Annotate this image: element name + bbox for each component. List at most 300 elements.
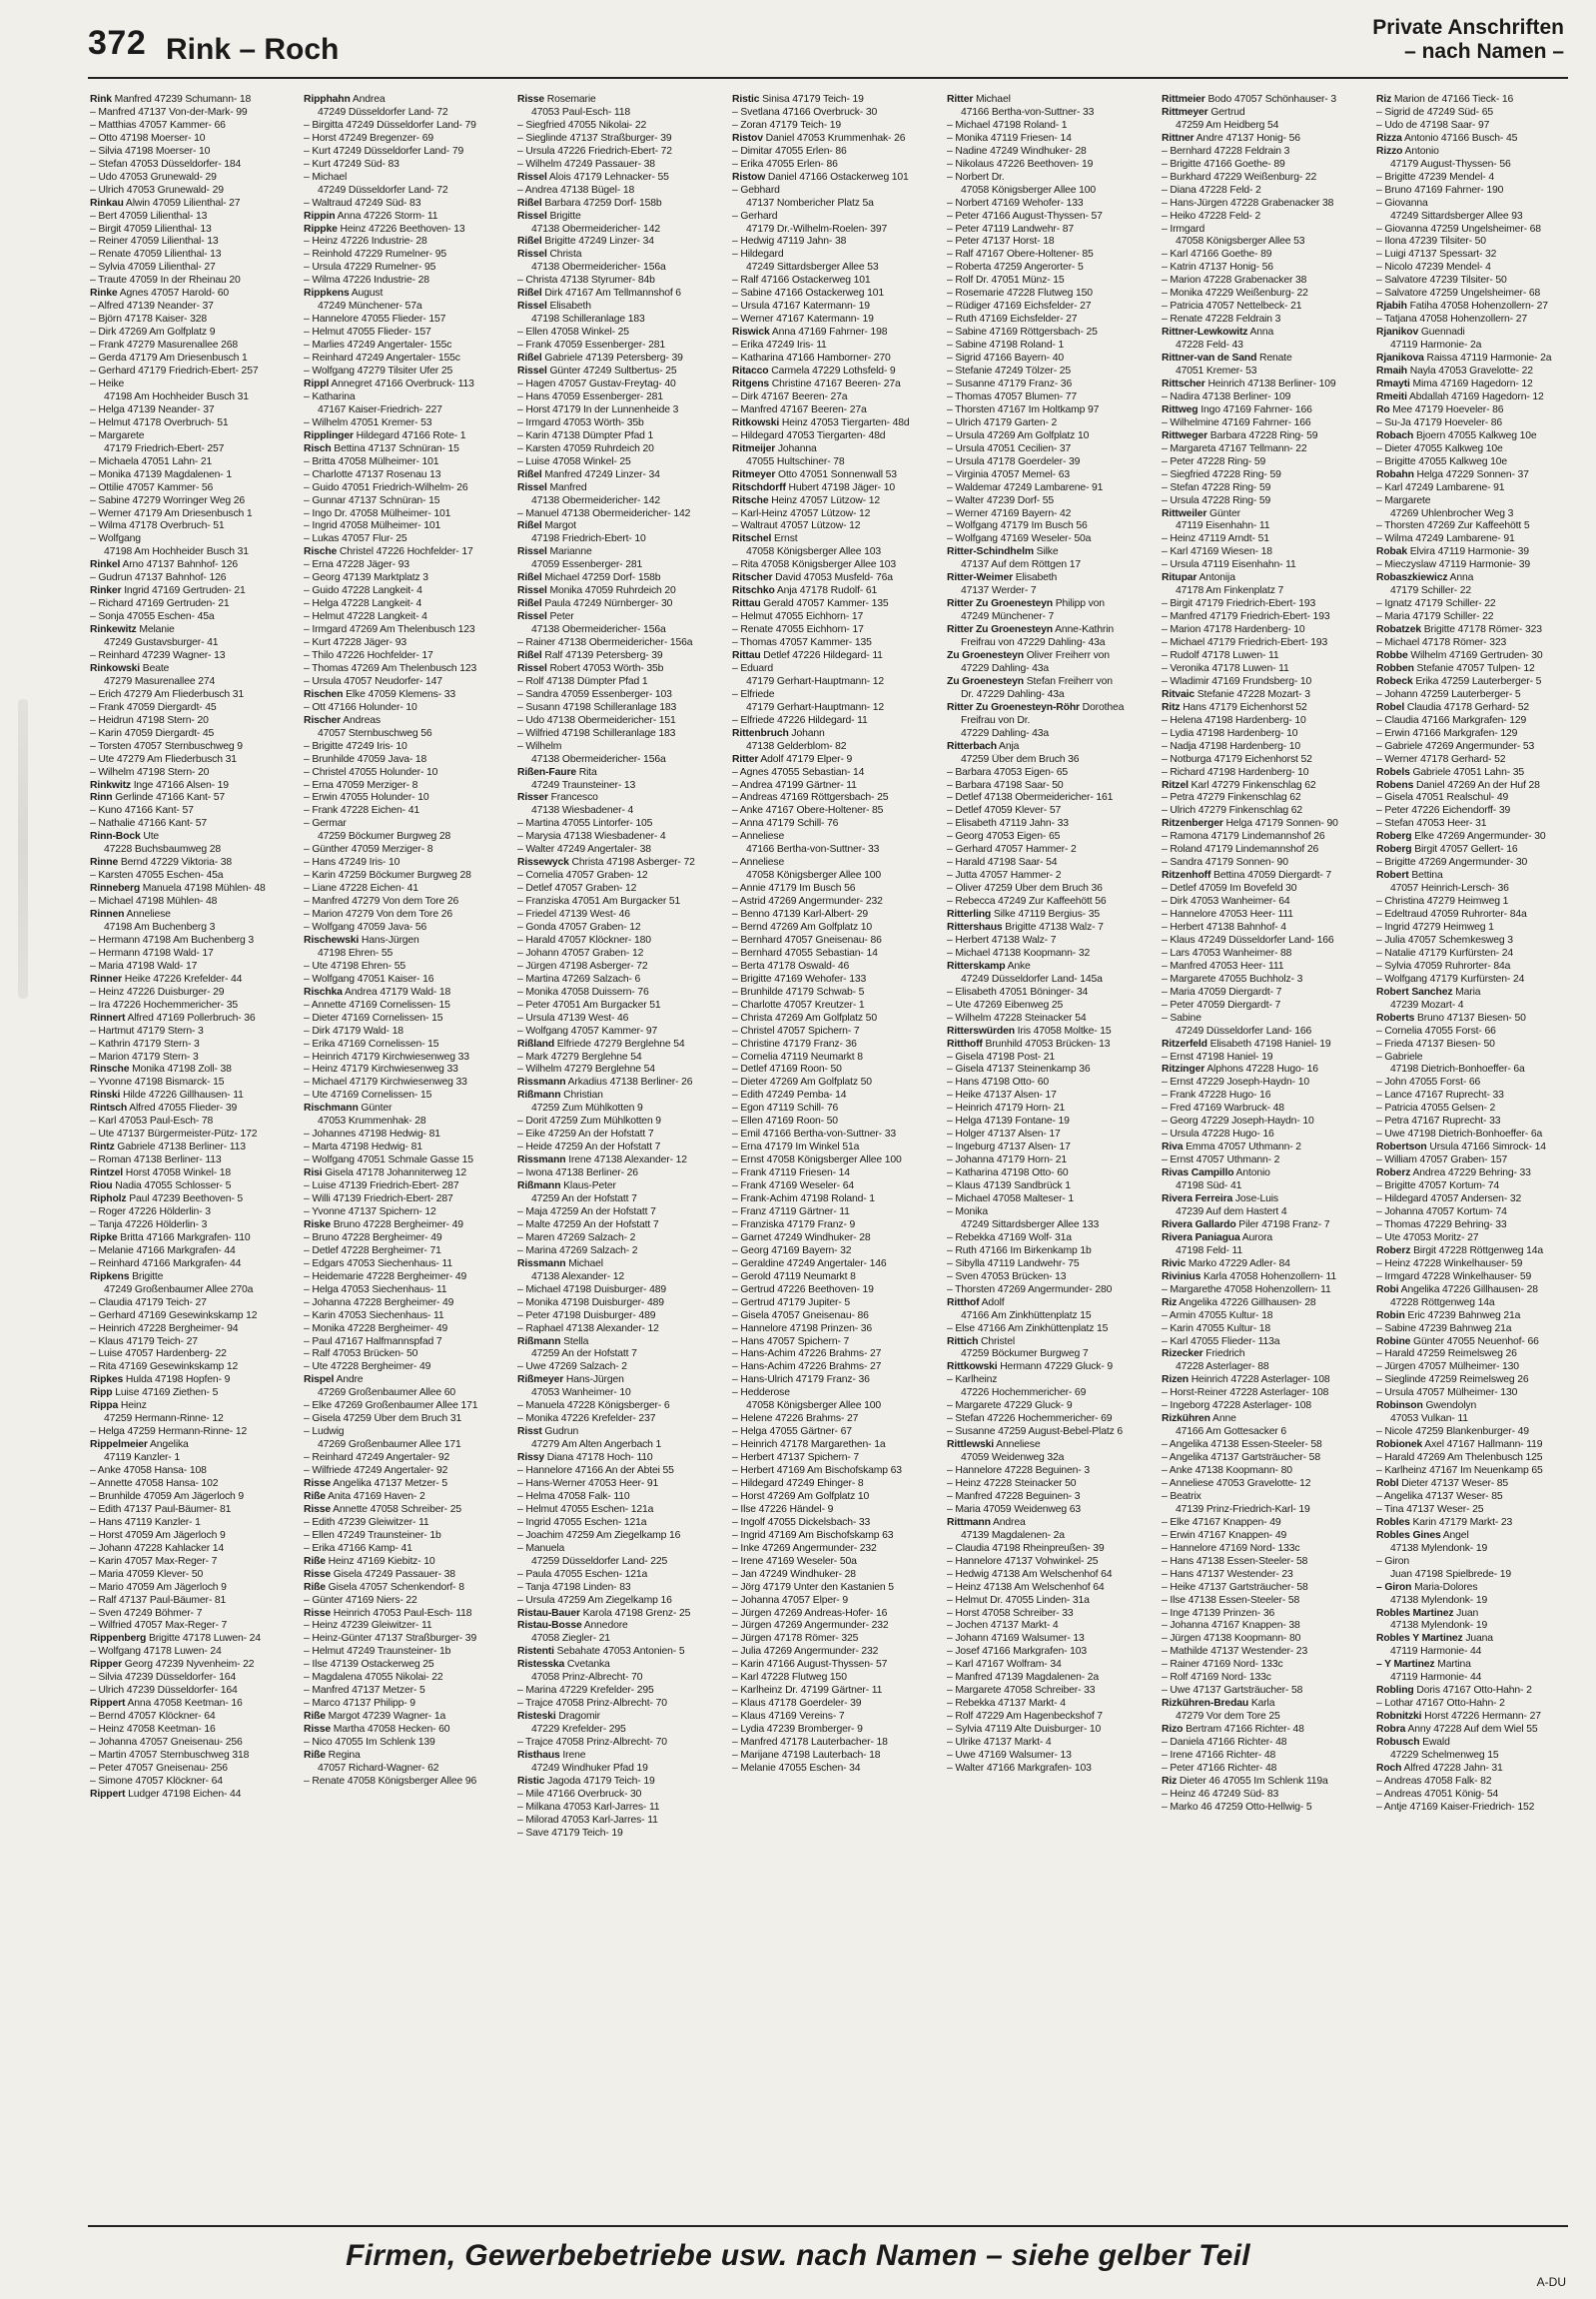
listing-entry (304, 1245, 501, 1258)
listing-entry (947, 469, 1145, 482)
entry-details: – Katharina 47166 Hamborner- 270 (732, 353, 891, 365)
listing-entry (1162, 456, 1359, 469)
surname: Rizecker (1162, 1348, 1203, 1360)
entry-details: – Josef 47166 Markgrafen- 103 (947, 1646, 1088, 1658)
entry-details: – Jutta 47057 Hammer- 2 (947, 870, 1062, 882)
listing-entry (304, 1478, 501, 1491)
listing-entry (304, 883, 501, 896)
listing-entry (1376, 1323, 1568, 1336)
entry-details: – Reinhard 47239 Wagner- 13 (90, 649, 226, 661)
listing-entry (947, 1400, 1145, 1413)
listing-entry (1162, 1737, 1359, 1750)
listing-entry (304, 715, 501, 728)
entry-details: – Nadja 47198 Hardenberg- 10 (1162, 740, 1301, 752)
listing-entry (732, 1750, 930, 1763)
listing-entry (304, 1776, 501, 1789)
entry-details: – Giovanna (1376, 197, 1428, 209)
listing-entry (1376, 1724, 1568, 1737)
surname: Rjabih (1376, 301, 1407, 313)
listing-entry (304, 391, 501, 404)
listing-entry (1162, 1142, 1359, 1154)
listing-entry (732, 456, 930, 469)
listing-entry (1376, 482, 1568, 495)
listing-entry (304, 1659, 501, 1672)
surname: Rivic (1162, 1257, 1187, 1269)
footer-code: A-DU (1536, 2275, 1566, 2289)
surname: Risse (304, 1607, 331, 1619)
listing-entry (732, 314, 930, 327)
entry-details: – Ernst 47058 Königsberger Allee 100 (732, 1154, 902, 1166)
entry-details: – Peter 47166 August-Thyssen- 57 (947, 210, 1103, 222)
listing-entry (1162, 469, 1359, 482)
surname: Rivinius (1162, 1270, 1201, 1282)
entry-details: – Peter 47228 Ring- 59 (1162, 455, 1266, 467)
listing-entry (304, 159, 501, 172)
surname: Ritgens (732, 378, 770, 389)
entry-details: – Gerhard 47057 Hammer- 2 (947, 844, 1077, 856)
surname: Robra (1376, 1724, 1406, 1736)
listing-entry (1162, 1180, 1359, 1193)
listing-entry (1162, 224, 1359, 237)
entry-details: – Manuela (517, 1542, 565, 1554)
listing-entry (517, 482, 715, 495)
listing-entry (517, 1039, 715, 1052)
surname: Ristic (732, 94, 760, 105)
entry-details: – Brigitte 47269 Angermunder- 30 (1376, 857, 1528, 869)
entry-details: – Margarete 47058 Schreiber- 33 (947, 1685, 1096, 1697)
entry-details: – Patricia 47057 Nettelbeck- 21 (1162, 301, 1302, 313)
entry-details: David 47053 Musfeld- 76a (772, 572, 893, 584)
listing-entry (304, 482, 501, 495)
entry-details: – Stefan 47053 Düsseldorfer- 184 (90, 158, 242, 170)
entry-details: – Lukas 47057 Flur- 25 (304, 533, 407, 545)
entry-details: – Dorit 47259 Zum Mühlkotten 9 (517, 1116, 661, 1128)
entry-details: 47229 Krefelder- 295 (531, 1724, 626, 1736)
surname: Robaszkiewicz (1376, 572, 1448, 584)
listing-entry (732, 909, 930, 922)
surname: Rißmann (517, 1090, 561, 1102)
entry-details: – Hermann 47198 Wald- 17 (90, 947, 214, 959)
entry-details: 47249 Düsseldorfer Land- 72 (318, 184, 448, 196)
entry-details: – Tatjana 47058 Hohenzollern- 27 (1376, 314, 1527, 326)
entry-details: – Klaus 47178 Goerdeler- 39 (732, 1698, 862, 1710)
listing-entry (90, 249, 288, 262)
listing-entry (304, 1142, 501, 1154)
entry-details: 47057 Heinrich-Lersch- 36 (1390, 883, 1509, 895)
listing-entry (90, 520, 288, 533)
entry-details: – Elke 47167 Knappen- 49 (1162, 1516, 1281, 1528)
listing-entry (517, 443, 715, 456)
entry-details: – Anneliese (732, 857, 785, 869)
entry-details: – Gudrun 47137 Bahnhof- 126 (90, 572, 227, 584)
entry-details: – Karin 47259 Böckumer Burgweg 28 (304, 870, 471, 882)
listing-entry (517, 404, 715, 417)
listing-entry (1376, 974, 1568, 987)
entry-details: 47058 Ziegler- 21 (531, 1633, 610, 1645)
listing-entry (732, 1193, 930, 1206)
entry-details: – Helmut Dr. 47055 Linden- 31a (947, 1594, 1090, 1606)
listing-entry (1162, 443, 1359, 456)
listing-entry (304, 366, 501, 379)
surname: Ritterling (947, 909, 992, 921)
listing-entry (1376, 404, 1568, 417)
entry-details: Brigitte 47178 Römer- 323 (1421, 624, 1542, 636)
listing-entry (947, 1310, 1145, 1323)
listing-entry (90, 107, 288, 120)
listing-entry (517, 417, 715, 430)
surname: Ristenti (517, 1646, 554, 1658)
listing-entry (1376, 1491, 1568, 1504)
listing-entry (947, 236, 1145, 249)
surname: Rinn (90, 792, 113, 804)
listing-entry (1162, 159, 1359, 172)
entry-details: – Nicole 47259 Blankenburger- 49 (1376, 1426, 1529, 1438)
entry-details: – Hans-Werner 47053 Heer- 91 (517, 1477, 659, 1489)
entry-details: – Willi 47139 Friedrich-Ebert- 287 (304, 1193, 453, 1205)
listing-entry (1162, 1763, 1359, 1776)
listing-entry (1376, 650, 1568, 663)
listing-entry (517, 1426, 715, 1439)
entry-details: – Heiko 47228 Feld- 2 (1162, 210, 1261, 222)
surname: Robbe (1376, 649, 1408, 661)
listing-entry (304, 314, 501, 327)
entry-details: Diana 47178 Hoch- 110 (543, 1452, 653, 1464)
listing-entry (517, 1711, 715, 1724)
listing-entry (90, 1284, 288, 1297)
entry-details: – Kurt 47228 Jäger- 93 (304, 637, 406, 649)
surname: Riße (304, 1490, 326, 1502)
entry-details: – Monika 47139 Magdalenen- 1 (90, 468, 232, 480)
entry-details: – Ursula 47178 Goerdeler- 39 (947, 455, 1081, 467)
entry-details: Horst 47058 Winkel- 18 (123, 1167, 232, 1179)
listing-entry (90, 922, 288, 935)
entry-details: – Gunnar 47137 Schnüran- 15 (304, 494, 440, 506)
listing-entry (90, 1672, 288, 1685)
entry-details: – Werner 47167 Katermann- 19 (732, 314, 874, 326)
listing-entry (1376, 546, 1568, 559)
listing-entry (90, 1491, 288, 1504)
entry-details: – Frank 47059 Diergardt- 45 (90, 701, 217, 713)
listing-entry (732, 1737, 930, 1750)
entry-details: – Edeltraud 47059 Ruhrorter- 84a (1376, 909, 1527, 921)
listing-column-5 (947, 94, 1145, 2211)
entry-details: – Frank 47228 Eichen- 41 (304, 805, 419, 817)
listing-entry (732, 391, 930, 404)
entry-details: – Sylvia 47119 Alte Duisburger- 10 (947, 1724, 1102, 1736)
listing-entry (517, 1336, 715, 1349)
entry-details: 47249 Düsseldorfer Land- 72 (318, 106, 448, 118)
entry-details: – Helga 47055 Gärtner- 67 (732, 1426, 852, 1438)
entry-details: – Maria 47059 Klever- 50 (90, 1568, 204, 1580)
entry-details: – Heinrich 47179 Horn- 21 (947, 1103, 1066, 1115)
entry-details: Heinz 47057 Lützow- 12 (768, 494, 880, 506)
entry-details: – Wolfgang 47179 Im Busch 56 (947, 520, 1088, 532)
listing-entry (947, 844, 1145, 857)
listing-entry (732, 1465, 930, 1478)
surname: Rißen-Faure (517, 766, 576, 778)
surname: Rißel (517, 598, 542, 610)
listing-entry (1376, 1167, 1568, 1180)
entry-details: – Erika 47055 Erlen- 86 (732, 158, 838, 170)
surname: Robionek (1376, 1439, 1423, 1451)
entry-details: – Maria 47059 Diergardt- 7 (1162, 986, 1282, 998)
listing-entry (517, 1517, 715, 1530)
listing-entry (732, 935, 930, 948)
listing-entry (732, 224, 930, 237)
listing-entry (947, 262, 1145, 275)
entry-details: – Jürgen 47269 Angermunder- 232 (732, 1620, 889, 1632)
listing-entry (304, 1452, 501, 1465)
entry-details: – Irmgard (1162, 223, 1205, 235)
listing-entry (947, 987, 1145, 1000)
listing-entry (947, 1530, 1145, 1543)
entry-details: Ursula 47166 Simrock- 14 (1426, 1142, 1546, 1153)
entry-details: Gisela 47249 Passauer- 38 (330, 1568, 455, 1580)
listing-entry (304, 1763, 501, 1776)
entry-details: 47228 Buchsbaumweg 28 (104, 844, 222, 856)
entry-details: – Franziska 47051 Am Burgacker 51 (517, 896, 681, 908)
listing-entry (517, 1064, 715, 1077)
entry-details: Martina (1434, 1659, 1471, 1671)
listing-entry (732, 1000, 930, 1013)
entry-details: – Wolfgang 47279 Tilsiter Ufer 25 (304, 366, 453, 378)
listing-entry (1376, 728, 1568, 741)
listing-entry (732, 1569, 930, 1582)
listing-entry (732, 469, 930, 482)
listing-entry (1376, 1052, 1568, 1065)
listing-entry (517, 767, 715, 780)
surname: Ripp (90, 1387, 113, 1399)
listing-entry (304, 818, 501, 831)
listing-entry (947, 1129, 1145, 1142)
entry-details: – Else 47166 Am Zinkhüttenplatz 15 (947, 1322, 1109, 1334)
entry-details: – Cornelia 47055 Forst- 66 (1376, 1025, 1496, 1037)
listing-entry (732, 1504, 930, 1517)
surname: Ritzinger (1162, 1064, 1205, 1076)
entry-details: – Helga 47259 Hermann-Rinne- 12 (90, 1426, 248, 1438)
entry-details: Barbara 47228 Ring- 59 (1207, 429, 1318, 441)
surname: Ritschdorff (732, 481, 786, 493)
surname: Rinski (90, 1090, 121, 1102)
surname: Ritkowski (732, 416, 780, 428)
listing-entry (947, 366, 1145, 379)
surname: Rissel (517, 249, 547, 261)
listing-entry (947, 198, 1145, 211)
listing-entry (90, 404, 288, 417)
listing-entry (732, 1013, 930, 1026)
entry-details: 47259 Am Heidberg 54 (1176, 119, 1279, 131)
entry-details: – Frank 47279 Masurenallee 268 (90, 340, 238, 352)
entry-details: 47138 Wiesbadener- 4 (531, 805, 634, 817)
entry-details: – Heinz 47226 Duisburger- 29 (90, 986, 225, 998)
entry-details: – Katharina (304, 390, 356, 402)
surname: Ritterswürden (947, 1025, 1015, 1037)
entry-details: – Su-Ja 47179 Hoeveler- 86 (1376, 416, 1503, 428)
surname: Ritter Zu Groenesteyn (947, 624, 1053, 636)
listing-entry (90, 831, 288, 844)
listing-entry (1376, 624, 1568, 637)
listing-entry (1162, 1569, 1359, 1582)
entry-details: Antonio (1402, 145, 1439, 157)
entry-details: Stefan Freiherr von (1024, 675, 1113, 687)
entry-details: Annedore (581, 1620, 628, 1632)
entry-details: 47167 Kaiser-Friedrich- 227 (318, 403, 442, 415)
listing-entry (517, 1724, 715, 1737)
entry-details: – John 47055 Forst- 66 (1376, 1077, 1481, 1089)
entry-details: – Günter 47169 Niers- 22 (304, 1594, 417, 1606)
listing-entry (517, 1154, 715, 1167)
entry-details: Karla 47058 Hohenzollern- 11 (1200, 1270, 1337, 1282)
entry-details: Ingrid 47169 Gertruden- 21 (121, 585, 246, 597)
surname: Riz (1376, 94, 1392, 105)
entry-details: Sebahate 47053 Antonien- 5 (553, 1646, 685, 1658)
listing-entry (1376, 430, 1568, 443)
listing-entry (1376, 417, 1568, 430)
listing-entry (517, 146, 715, 159)
entry-details: – Gerda 47179 Am Driesenbusch 1 (90, 353, 248, 365)
surname: Riva (1162, 1142, 1184, 1153)
entry-details: – Annette 47058 Hansa- 102 (90, 1477, 219, 1489)
surname: Roberts (1376, 1012, 1415, 1024)
listing-entry (304, 1154, 501, 1167)
entry-details: Andrea (350, 94, 386, 105)
entry-details: – Dirk 47167 Beeren- 27a (732, 390, 848, 402)
listing-entry (732, 870, 930, 883)
listing-entry (90, 288, 288, 301)
listing-entry (732, 1361, 930, 1374)
listing-entry (947, 780, 1145, 793)
listing-entry (732, 1672, 930, 1685)
entry-details: – Bernhard 47228 Feldrain 3 (1162, 145, 1290, 157)
entry-details: 47179 August-Thyssen- 56 (1390, 158, 1511, 170)
listing-entry (732, 1090, 930, 1103)
entry-details: – Waltraud 47249 Süd- 83 (304, 197, 421, 209)
entry-details: Andre 47137 Honig- 56 (1194, 132, 1300, 144)
entry-details: Arkadius 47138 Berliner- 26 (565, 1077, 693, 1089)
entry-details: – Erwin 47167 Knappen- 49 (1162, 1529, 1287, 1541)
entry-details: – Irmgard 47269 Am Thelenbusch 123 (304, 624, 475, 636)
listing-entry (947, 508, 1145, 521)
entry-details: – Tina 47137 Weser- 25 (1376, 1503, 1484, 1515)
entry-details: Margot (541, 520, 576, 532)
entry-details: Ingo 47169 Fahrner- 166 (1197, 403, 1312, 415)
listing-entry (1162, 1284, 1359, 1297)
listing-entry (947, 1556, 1145, 1569)
listing-entry (304, 185, 501, 198)
listing-entry (517, 1776, 715, 1789)
entry-details: – Ruth 47166 Im Birkenkamp 1b (947, 1244, 1092, 1256)
entry-details: Barbara 47259 Dorf- 158b (541, 197, 662, 209)
entry-details: – Eduard (732, 662, 773, 674)
surname: Rißel (517, 236, 542, 248)
listing-entry (1376, 754, 1568, 767)
listing-entry (947, 883, 1145, 896)
listing-entry (1376, 792, 1568, 805)
entry-details: – Charlotte 47137 Rosenau 13 (304, 468, 441, 480)
entry-details: – Sven 47053 Brücken- 13 (947, 1270, 1067, 1282)
listing-entry (1376, 1310, 1568, 1323)
entry-details: – Ingrid 47279 Heimweg 1 (1376, 922, 1494, 933)
entry-details: 47259 Hermann-Rinne- 12 (104, 1413, 224, 1425)
listing-entry (90, 741, 288, 754)
listing-entry (1376, 676, 1568, 689)
entry-details: – Werner 47179 Am Driesenbusch 1 (90, 507, 253, 519)
entry-details: – Marlies 47249 Angertaler- 155c (304, 340, 452, 352)
listing-entry (947, 1711, 1145, 1724)
listing-entry (1162, 1116, 1359, 1129)
entry-details: – Ingrid 47055 Eschen- 121a (517, 1516, 647, 1528)
entry-details: 47249 Düsseldorfer Land- 166 (1176, 1025, 1312, 1037)
listing-entry (304, 909, 501, 922)
listing-entry (304, 1297, 501, 1310)
surname: Risst (517, 1426, 542, 1438)
listing-entry (732, 1180, 930, 1193)
listing-entry (732, 340, 930, 353)
surname: Rivera Gallardo (1162, 1218, 1236, 1230)
listing-entry (304, 1090, 501, 1103)
listing-entry (304, 1271, 501, 1284)
entry-details: – Martina 47269 Salzach- 6 (517, 973, 641, 985)
entry-details: Ludger 47198 Eichen- 44 (125, 1788, 242, 1800)
surname: Rippert (90, 1788, 126, 1800)
surname: Rizzo (1376, 145, 1403, 157)
listing-entry (1162, 288, 1359, 301)
entry-details: – Marysia 47138 Wiesbadener- 4 (517, 831, 666, 843)
listing-entry (947, 792, 1145, 805)
entry-details: 47279 Am Alten Angerbach 1 (531, 1439, 662, 1451)
entry-details: – Kuno 47166 Kant- 57 (90, 805, 194, 817)
entry-details: Rita (575, 766, 597, 778)
entry-details: – Frank 47119 Friesen- 14 (732, 1167, 850, 1179)
surname: Robles (1376, 1516, 1410, 1528)
entry-details: 47249 Münchener- 57a (318, 301, 422, 313)
entry-details: – Ilse 47226 Händel- 9 (732, 1503, 834, 1515)
listing-entry (1162, 935, 1359, 948)
entry-details: Francesco (547, 792, 598, 804)
entry-details: Gerlinde 47166 Kant- 57 (112, 792, 226, 804)
listing-entry (304, 1698, 501, 1711)
listing-entry (1162, 1595, 1359, 1608)
entry-details: Gisela 47057 Schenkendorf- 8 (325, 1581, 464, 1593)
listing-entry (517, 495, 715, 508)
entry-details: – Karsten 47055 Eschen- 45a (90, 870, 224, 882)
surname: Robles Y Martinez (1376, 1633, 1463, 1645)
listing-entry (947, 1426, 1145, 1439)
listing-entry (1376, 275, 1568, 288)
listing-entry (1162, 1167, 1359, 1180)
entry-details: Nayla 47053 Gravelotte- 22 (1407, 366, 1533, 378)
entry-details: – Peter 47057 Gneisenau- 256 (90, 1762, 228, 1774)
listing-entry (1162, 611, 1359, 624)
listing-entry (90, 508, 288, 521)
entry-details: – Björn 47178 Kaiser- 328 (90, 314, 207, 326)
entry-details: – Klaus 47249 Düsseldorfer Land- 166 (1162, 934, 1334, 946)
surname: Rinne (90, 857, 119, 869)
entry-details: Elisabeth (546, 301, 591, 313)
listing-entry (1162, 715, 1359, 728)
listing-entry (517, 792, 715, 805)
entry-details: – Egon 47119 Schill- 76 (732, 1103, 839, 1115)
surname: Rißel (517, 468, 542, 480)
entry-details: – Hans-Ulrich 47179 Franz- 36 (732, 1374, 870, 1386)
entry-details: – Rebekka 47137 Markt- 4 (947, 1698, 1066, 1710)
entry-details: – Karin 47059 Diergardt- 45 (90, 727, 215, 739)
listing-entry (1376, 198, 1568, 211)
listing-entry (1162, 249, 1359, 262)
listing-entry (517, 1000, 715, 1013)
surname: Robels (1376, 766, 1410, 778)
entry-details: – Trajce 47058 Prinz-Albrecht- 70 (517, 1698, 667, 1710)
